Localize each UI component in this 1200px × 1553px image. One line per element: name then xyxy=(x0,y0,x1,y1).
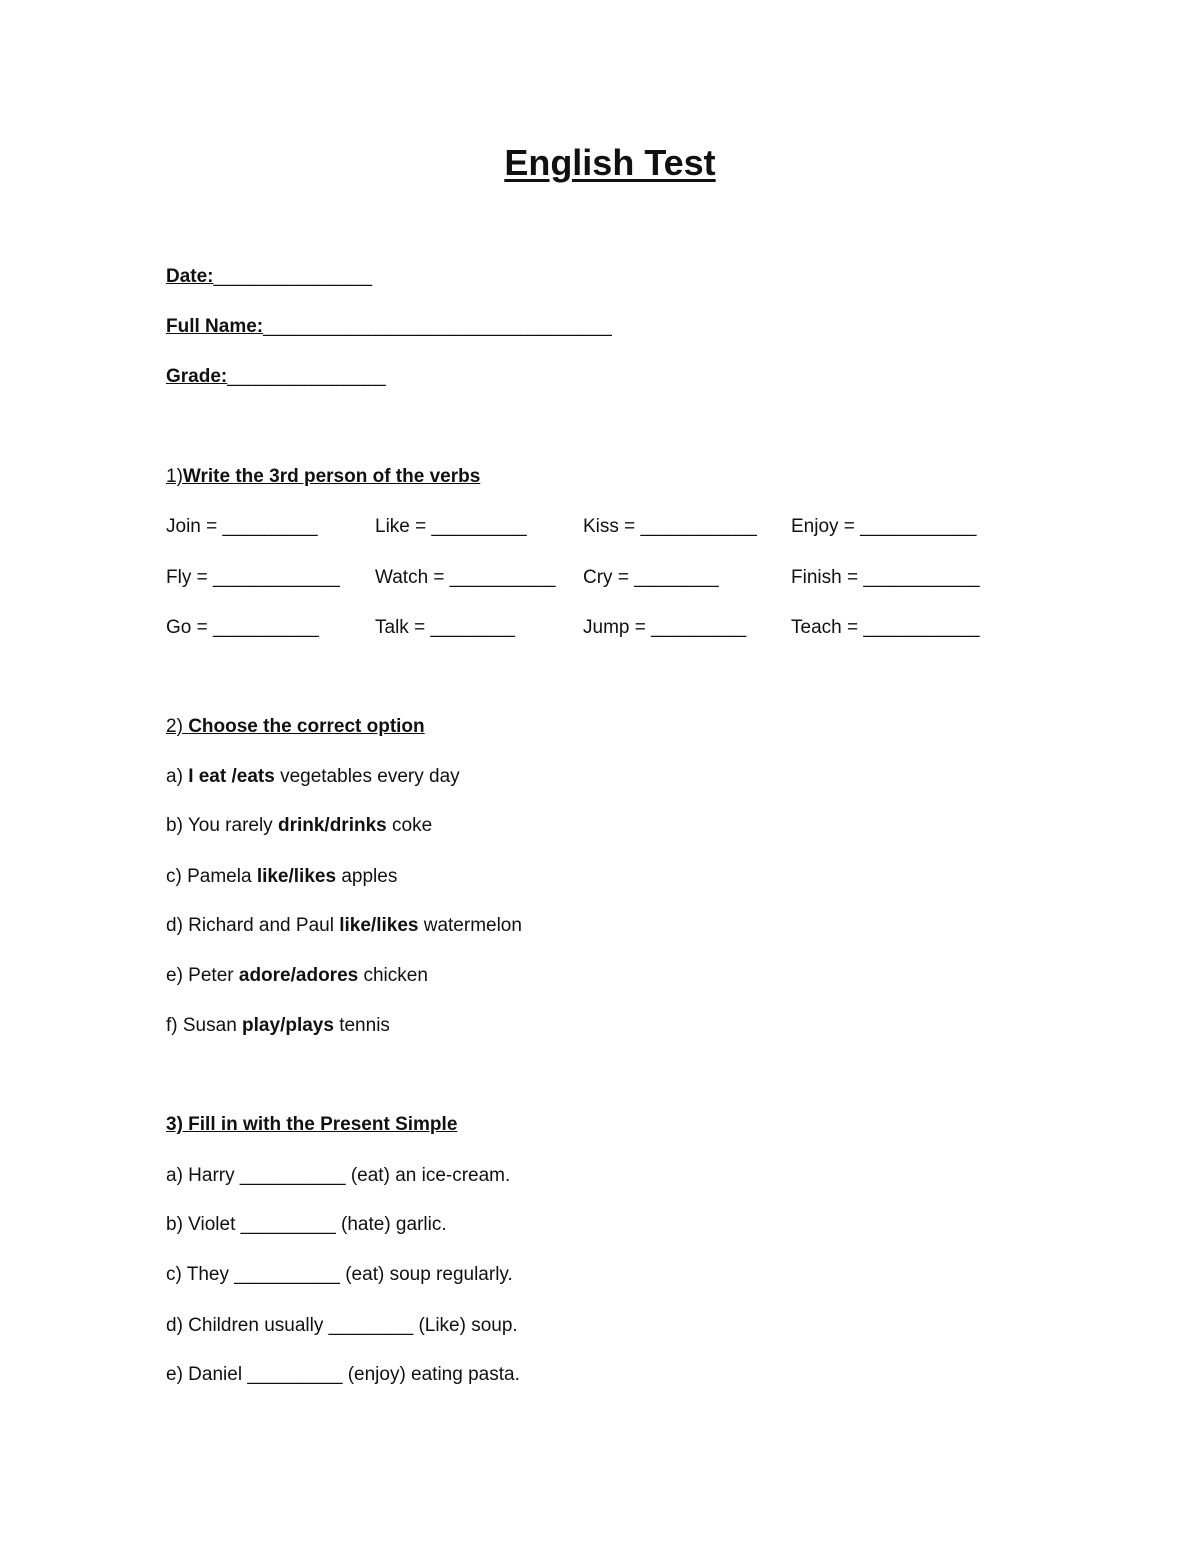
choice-prefix: a) xyxy=(166,766,189,787)
verb-cell-like: Like = _________ xyxy=(375,516,527,537)
verb-cell-fly: Fly = ____________ xyxy=(166,567,340,588)
fill-item-d: d) Children usually ________ (Like) soup. xyxy=(166,1315,518,1336)
choice-options: I eat /eats xyxy=(188,766,275,787)
grade-field xyxy=(166,366,386,388)
fill-item-c: c) They __________ (eat) soup regularly. xyxy=(166,1264,513,1285)
full-name-label: Full Name: xyxy=(166,316,264,337)
choice-options: drink/drinks xyxy=(277,815,387,836)
choice-item-c xyxy=(166,866,397,888)
fill-item-e: e) Daniel _________ (enjoy) eating pasta. xyxy=(166,1364,520,1385)
verb-cell-watch: Watch = __________ xyxy=(375,567,556,588)
choice-item-b xyxy=(166,815,432,837)
choice-item-f xyxy=(166,1015,390,1037)
verb-cell-enjoy: Enjoy = ___________ xyxy=(791,516,977,537)
choice-suffix: chicken xyxy=(358,965,428,986)
section1-heading-text: Write the 3rd person of the verbs xyxy=(182,466,481,487)
verb-cell-finish: Finish = ___________ xyxy=(791,567,980,588)
choice-prefix: f) Susan xyxy=(166,1015,243,1036)
choice-options: adore/adores xyxy=(238,965,359,986)
section3-heading xyxy=(166,1114,457,1136)
choice-suffix: watermelon xyxy=(418,915,522,936)
choice-suffix: apples xyxy=(336,866,398,887)
fill-item-a: a) Harry __________ (eat) an ice-cream. xyxy=(166,1165,511,1186)
choice-suffix: tennis xyxy=(333,1015,390,1036)
verb-cell-go: Go = __________ xyxy=(166,617,319,638)
full-name-blank: _________________________________ xyxy=(263,316,612,337)
section3-heading-text: 3) Fill in with the Present Simple xyxy=(166,1114,458,1135)
verb-cell-teach: Teach = ___________ xyxy=(791,617,980,638)
section2-number: 2) xyxy=(166,716,183,737)
grade-label: Grade: xyxy=(166,366,228,387)
date-label: Date: xyxy=(166,266,214,287)
choice-prefix: e) Peter xyxy=(166,965,239,986)
choice-item-e xyxy=(166,965,428,987)
section2-heading xyxy=(166,716,425,738)
choice-suffix: vegetables every day xyxy=(274,766,460,787)
full-name-field xyxy=(166,316,612,338)
verb-cell-join: Join = _________ xyxy=(166,516,318,537)
verb-cell-cry: Cry = ________ xyxy=(583,567,719,588)
verb-cell-kiss: Kiss = ___________ xyxy=(583,516,757,537)
section1-number: 1) xyxy=(166,466,183,487)
verb-cell-talk: Talk = ________ xyxy=(375,617,515,638)
section2-heading-text: Choose the correct option xyxy=(188,716,425,737)
choice-prefix: d) Richard and Paul xyxy=(166,915,340,936)
verb-cell-jump: Jump = _________ xyxy=(583,617,747,638)
choice-item-a xyxy=(166,766,460,788)
choice-options: play/plays xyxy=(242,1015,334,1036)
grade-blank: _______________ xyxy=(227,366,386,387)
choice-item-d xyxy=(166,915,522,937)
choice-prefix: b) You rarely xyxy=(166,815,278,836)
section1-heading xyxy=(166,466,480,488)
date-blank: _______________ xyxy=(213,266,373,287)
date-field xyxy=(166,266,372,288)
choice-options: like/likes xyxy=(256,866,337,887)
choice-suffix: coke xyxy=(386,815,433,836)
choice-prefix: c) Pamela xyxy=(166,866,257,887)
fill-item-b: b) Violet _________ (hate) garlic. xyxy=(166,1214,447,1235)
page-title: English Test xyxy=(504,142,716,183)
choice-options: like/likes xyxy=(339,915,419,936)
